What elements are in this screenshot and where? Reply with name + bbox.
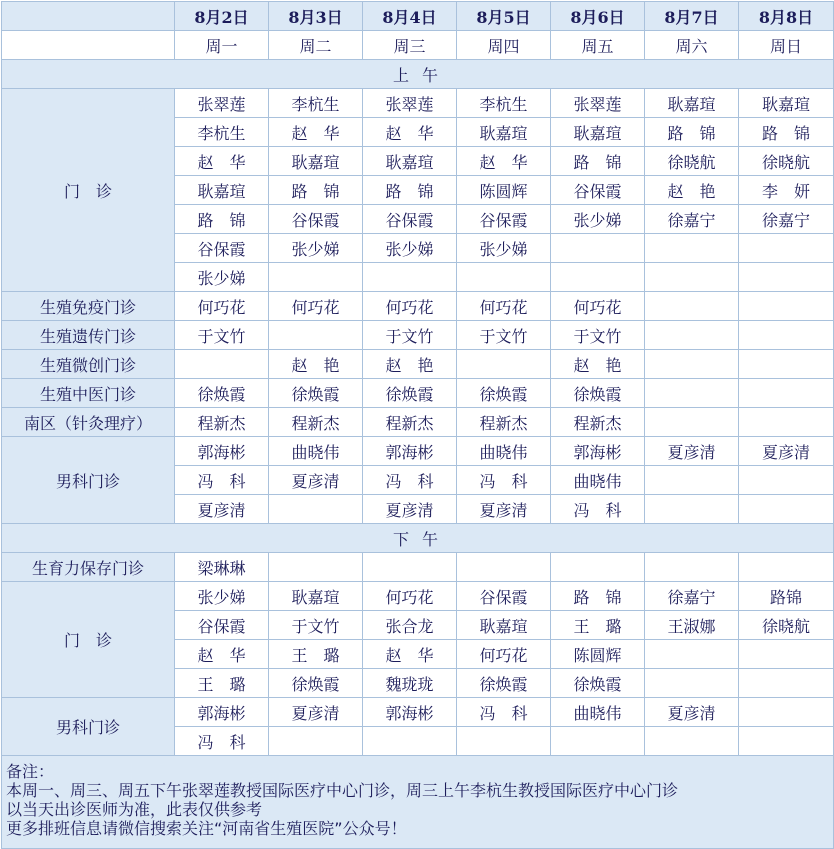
doctor-cell <box>551 727 645 756</box>
doctor-cell: 徐嘉宁 <box>645 582 739 611</box>
weekday-header-cell: 周二 <box>269 31 363 60</box>
doctor-cell: 赵 华 <box>269 118 363 147</box>
doctor-cell: 耿嘉瑄 <box>551 118 645 147</box>
doctor-cell <box>457 727 551 756</box>
date-header-cell: 8月3日 <box>269 2 363 31</box>
doctor-cell: 冯 科 <box>363 466 457 495</box>
doctor-cell: 路 锦 <box>551 582 645 611</box>
doctor-cell: 赵 华 <box>175 147 269 176</box>
morning-section-label: 上 午 <box>2 60 834 89</box>
doctor-cell <box>551 234 645 263</box>
doctor-cell: 程新杰 <box>175 408 269 437</box>
notes-block <box>2 756 834 849</box>
schedule-row <box>2 582 834 611</box>
doctor-cell: 郭海彬 <box>363 437 457 466</box>
date-header-cell: 8月6日 <box>551 2 645 31</box>
date-header-cell: 8月5日 <box>457 2 551 31</box>
doctor-cell <box>645 321 739 350</box>
clinic-category-label: 门 诊 <box>2 89 175 292</box>
doctor-cell: 冯 科 <box>175 466 269 495</box>
doctor-cell: 何巧花 <box>363 292 457 321</box>
morning-section-row <box>2 60 834 89</box>
date-header-cell: 8月8日 <box>739 2 834 31</box>
clinic-category-label: 生育力保存门诊 <box>2 553 175 582</box>
doctor-cell: 李杭生 <box>269 89 363 118</box>
weekday-header-cell: 周四 <box>457 31 551 60</box>
doctor-cell: 李 妍 <box>739 176 834 205</box>
schedule-row <box>2 89 834 118</box>
doctor-cell: 谷保霞 <box>175 234 269 263</box>
doctor-cell: 路 锦 <box>175 205 269 234</box>
doctor-cell <box>645 727 739 756</box>
doctor-cell: 王 璐 <box>551 611 645 640</box>
doctor-cell <box>269 553 363 582</box>
doctor-cell: 耿嘉瑄 <box>739 89 834 118</box>
date-header-row <box>2 2 834 31</box>
weekday-header-cell: 周三 <box>363 31 457 60</box>
doctor-cell: 夏彦清 <box>457 495 551 524</box>
doctor-cell <box>739 553 834 582</box>
schedule-row <box>2 553 834 582</box>
doctor-cell: 赵 华 <box>363 118 457 147</box>
doctor-cell <box>645 408 739 437</box>
doctor-cell: 耿嘉瑄 <box>645 89 739 118</box>
note-line: 更多排班信息请微信搜索关注“河南省生殖医院”公众号！ <box>6 819 407 838</box>
weekday-header-cell: 周五 <box>551 31 645 60</box>
doctor-cell: 赵 华 <box>363 640 457 669</box>
doctor-cell <box>739 234 834 263</box>
date-header-cell: 8月4日 <box>363 2 457 31</box>
doctor-cell: 李杭生 <box>457 89 551 118</box>
doctor-cell: 夏彦清 <box>269 466 363 495</box>
doctor-cell: 谷保霞 <box>175 611 269 640</box>
doctor-cell <box>645 292 739 321</box>
note-line: 以当天出诊医师为准，此表仅供参考 <box>6 800 263 819</box>
doctor-cell <box>269 263 363 292</box>
doctor-cell: 张少娣 <box>175 263 269 292</box>
doctor-cell <box>269 321 363 350</box>
doctor-cell <box>551 263 645 292</box>
doctor-cell <box>645 263 739 292</box>
doctor-cell: 郭海彬 <box>175 698 269 727</box>
doctor-cell: 赵 艳 <box>269 350 363 379</box>
doctor-cell: 于文竹 <box>269 611 363 640</box>
schedule-row <box>2 379 834 408</box>
doctor-cell: 徐焕霞 <box>175 379 269 408</box>
doctor-cell: 路 锦 <box>551 147 645 176</box>
doctor-cell: 张合龙 <box>363 611 457 640</box>
clinic-category-label: 生殖遗传门诊 <box>2 321 175 350</box>
doctor-cell: 路锦 <box>739 582 834 611</box>
clinic-category-label: 门 诊 <box>2 582 175 698</box>
weekday-header-cell: 周一 <box>175 31 269 60</box>
afternoon-section-label: 下 午 <box>2 524 834 553</box>
doctor-cell: 夏彦清 <box>645 437 739 466</box>
doctor-cell: 谷保霞 <box>457 205 551 234</box>
doctor-cell: 李杭生 <box>175 118 269 147</box>
schedule-row <box>2 698 834 727</box>
doctor-cell: 王淑娜 <box>645 611 739 640</box>
doctor-cell: 夏彦清 <box>363 495 457 524</box>
doctor-cell: 耿嘉瑄 <box>175 176 269 205</box>
doctor-cell: 徐晓航 <box>645 147 739 176</box>
doctor-cell: 何巧花 <box>551 292 645 321</box>
doctor-cell: 张翠莲 <box>363 89 457 118</box>
schedule-row <box>2 437 834 466</box>
corner-cell <box>2 2 175 31</box>
doctor-cell: 陈圆辉 <box>457 176 551 205</box>
doctor-schedule-table <box>1 1 834 849</box>
doctor-cell <box>645 495 739 524</box>
doctor-cell: 郭海彬 <box>363 698 457 727</box>
schedule-row <box>2 408 834 437</box>
doctor-cell: 于文竹 <box>551 321 645 350</box>
clinic-category-label: 生殖中医门诊 <box>2 379 175 408</box>
doctor-cell: 徐晓航 <box>739 611 834 640</box>
doctor-cell: 耿嘉瑄 <box>457 611 551 640</box>
doctor-cell: 郭海彬 <box>551 437 645 466</box>
doctor-cell: 徐焕霞 <box>269 669 363 698</box>
doctor-cell: 张少娣 <box>551 205 645 234</box>
doctor-cell: 张少娣 <box>175 582 269 611</box>
corner-cell <box>2 31 175 60</box>
doctor-cell <box>175 350 269 379</box>
doctor-cell: 于文竹 <box>175 321 269 350</box>
doctor-cell: 曲晓伟 <box>457 437 551 466</box>
doctor-cell <box>739 321 834 350</box>
doctor-cell <box>645 350 739 379</box>
doctor-cell <box>457 553 551 582</box>
doctor-cell: 何巧花 <box>175 292 269 321</box>
doctor-cell <box>739 466 834 495</box>
doctor-cell: 谷保霞 <box>551 176 645 205</box>
schedule-row <box>2 321 834 350</box>
doctor-cell: 王 璐 <box>269 640 363 669</box>
doctor-cell <box>739 640 834 669</box>
afternoon-section-row <box>2 524 834 553</box>
doctor-cell: 曲晓伟 <box>269 437 363 466</box>
weekday-header-cell: 周日 <box>739 31 834 60</box>
doctor-cell: 徐嘉宁 <box>739 205 834 234</box>
doctor-cell: 耿嘉瑄 <box>457 118 551 147</box>
doctor-cell: 张少娣 <box>457 234 551 263</box>
doctor-cell <box>739 698 834 727</box>
doctor-cell: 何巧花 <box>363 582 457 611</box>
doctor-cell: 张少娣 <box>363 234 457 263</box>
doctor-cell: 徐焕霞 <box>457 379 551 408</box>
doctor-cell: 何巧花 <box>457 292 551 321</box>
doctor-cell <box>739 263 834 292</box>
doctor-cell: 赵 艳 <box>551 350 645 379</box>
doctor-cell: 谷保霞 <box>363 205 457 234</box>
doctor-cell: 赵 艳 <box>363 350 457 379</box>
doctor-cell: 张翠莲 <box>551 89 645 118</box>
clinic-category-label: 生殖免疫门诊 <box>2 292 175 321</box>
doctor-cell <box>645 234 739 263</box>
doctor-cell: 陈圆辉 <box>551 640 645 669</box>
doctor-cell: 路 锦 <box>363 176 457 205</box>
doctor-cell: 郭海彬 <box>175 437 269 466</box>
schedule-row <box>2 350 834 379</box>
doctor-cell: 何巧花 <box>457 640 551 669</box>
weekday-header-row <box>2 31 834 60</box>
doctor-cell: 路 锦 <box>269 176 363 205</box>
doctor-cell: 夏彦清 <box>175 495 269 524</box>
date-header-cell: 8月7日 <box>645 2 739 31</box>
doctor-cell: 路 锦 <box>645 118 739 147</box>
doctor-cell <box>739 292 834 321</box>
doctor-cell <box>363 263 457 292</box>
doctor-cell: 耿嘉瑄 <box>269 582 363 611</box>
doctor-cell: 魏珑珑 <box>363 669 457 698</box>
doctor-cell <box>363 553 457 582</box>
doctor-cell: 赵 艳 <box>645 176 739 205</box>
doctor-cell: 冯 科 <box>457 698 551 727</box>
doctor-cell: 何巧花 <box>269 292 363 321</box>
doctor-cell: 曲晓伟 <box>551 698 645 727</box>
doctor-cell <box>551 553 645 582</box>
doctor-cell: 徐焕霞 <box>457 669 551 698</box>
doctor-cell: 于文竹 <box>457 321 551 350</box>
doctor-cell: 夏彦清 <box>739 437 834 466</box>
doctor-cell: 路 锦 <box>739 118 834 147</box>
clinic-category-label: 男科门诊 <box>2 437 175 524</box>
doctor-cell <box>739 379 834 408</box>
doctor-cell: 耿嘉瑄 <box>363 147 457 176</box>
doctor-cell: 冯 科 <box>551 495 645 524</box>
doctor-cell: 耿嘉瑄 <box>269 147 363 176</box>
doctor-cell: 曲晓伟 <box>551 466 645 495</box>
doctor-cell <box>363 727 457 756</box>
doctor-cell: 夏彦清 <box>269 698 363 727</box>
clinic-category-label: 男科门诊 <box>2 698 175 756</box>
doctor-cell <box>739 350 834 379</box>
doctor-cell: 于文竹 <box>363 321 457 350</box>
doctor-cell: 张少娣 <box>269 234 363 263</box>
doctor-cell: 赵 华 <box>175 640 269 669</box>
doctor-cell: 徐焕霞 <box>363 379 457 408</box>
doctor-cell: 谷保霞 <box>269 205 363 234</box>
clinic-category-label: 生殖微创门诊 <box>2 350 175 379</box>
doctor-cell: 徐焕霞 <box>551 379 645 408</box>
doctor-cell: 梁琳琳 <box>175 553 269 582</box>
doctor-cell <box>645 379 739 408</box>
note-line: 备注： <box>6 762 55 781</box>
weekday-header-cell: 周六 <box>645 31 739 60</box>
schedule-row <box>2 292 834 321</box>
clinic-category-label: 南区（针灸理疗） <box>2 408 175 437</box>
doctor-cell <box>269 495 363 524</box>
doctor-cell <box>269 727 363 756</box>
doctor-cell <box>457 350 551 379</box>
doctor-cell <box>457 263 551 292</box>
doctor-cell: 徐焕霞 <box>551 669 645 698</box>
doctor-cell: 冯 科 <box>175 727 269 756</box>
doctor-cell: 程新杰 <box>269 408 363 437</box>
doctor-cell: 王 璐 <box>175 669 269 698</box>
doctor-cell <box>739 408 834 437</box>
doctor-cell: 徐晓航 <box>739 147 834 176</box>
doctor-cell: 谷保霞 <box>457 582 551 611</box>
doctor-cell: 张翠莲 <box>175 89 269 118</box>
doctor-cell <box>739 727 834 756</box>
doctor-cell <box>739 669 834 698</box>
doctor-cell <box>645 553 739 582</box>
notes-row <box>2 756 834 849</box>
doctor-cell: 程新杰 <box>551 408 645 437</box>
note-line: 本周一、周三、周五下午张翠莲教授国际医疗中心门诊，周三上午李杭生教授国际医疗中心门诊 <box>6 781 679 800</box>
doctor-cell: 赵 华 <box>457 147 551 176</box>
doctor-cell: 徐焕霞 <box>269 379 363 408</box>
doctor-cell: 徐嘉宁 <box>645 205 739 234</box>
doctor-cell <box>645 669 739 698</box>
doctor-cell <box>645 466 739 495</box>
doctor-cell: 冯 科 <box>457 466 551 495</box>
doctor-cell: 程新杰 <box>363 408 457 437</box>
doctor-cell: 程新杰 <box>457 408 551 437</box>
date-header-cell: 8月2日 <box>175 2 269 31</box>
doctor-cell: 夏彦清 <box>645 698 739 727</box>
doctor-cell <box>645 640 739 669</box>
doctor-cell <box>739 495 834 524</box>
